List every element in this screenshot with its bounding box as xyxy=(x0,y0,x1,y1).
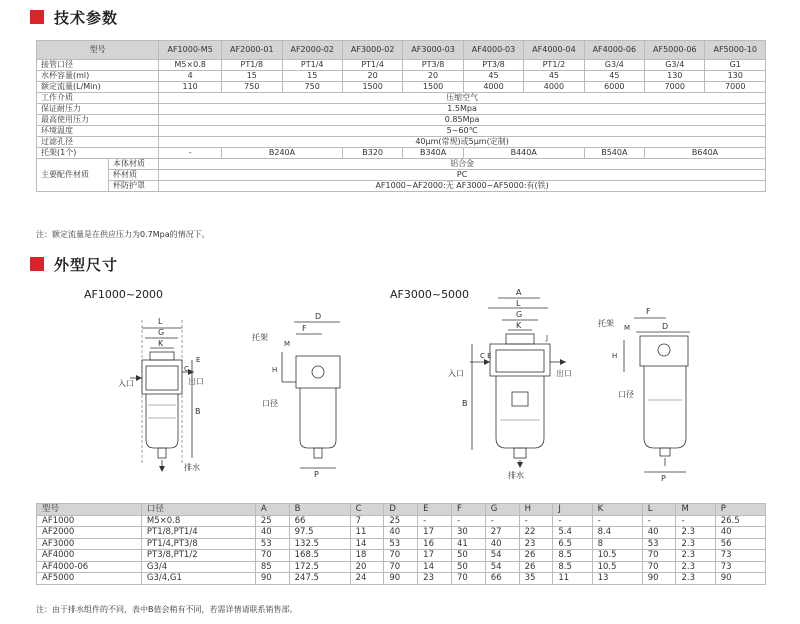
spec-cell: 130 xyxy=(645,71,705,82)
spec-cell: AF1000~AF2000:无 AF3000~AF5000:有(铁) xyxy=(159,181,766,192)
outlet-label: 出口 xyxy=(188,377,204,386)
spec-cell: 5~60℃ xyxy=(159,126,766,137)
svg-text:L: L xyxy=(158,317,163,326)
section-header-dimensions xyxy=(30,253,118,275)
dim-cell: 247.5 xyxy=(289,573,350,585)
bracket-label: 托架 xyxy=(598,319,614,328)
dim-header-cell: J xyxy=(553,504,592,516)
inlet-label: 入口 xyxy=(118,379,134,388)
dim-cell: AF3000 xyxy=(37,538,142,550)
model-header-cell: AF5000-10 xyxy=(705,41,766,60)
spec-row xyxy=(37,93,766,104)
spec-cell: B540A xyxy=(584,148,644,159)
dim-cell: 18 xyxy=(350,550,384,562)
spec-cell: M5×0.8 xyxy=(159,60,222,71)
dim-cell: AF1000 xyxy=(37,515,142,527)
spec-cell: 铝合金 xyxy=(159,159,766,170)
svg-text:M: M xyxy=(624,324,631,332)
dim-cell: 14 xyxy=(350,538,384,550)
diagram-title-large: AF3000~5000 xyxy=(390,288,470,301)
dim-cell: 17 xyxy=(418,550,452,562)
spec-row-label: 水杯容量(ml) xyxy=(37,71,159,82)
spec-table xyxy=(36,40,766,192)
dim-cell: 22 xyxy=(519,527,553,539)
dim-cell: 73 xyxy=(715,550,765,562)
dim-cell: PT1/8,PT1/4 xyxy=(141,527,255,539)
drain-label: 排水 xyxy=(508,471,524,480)
spec-cell: 45 xyxy=(584,71,644,82)
spec-row-label: 最高使用压力 xyxy=(37,115,159,126)
spec-cell: PT1/4 xyxy=(282,60,342,71)
spec-row-label: 额定流量(L/Min) xyxy=(37,82,159,93)
spec-cell: PT3/8 xyxy=(463,60,523,71)
spec-cell: 20 xyxy=(342,71,402,82)
spec-row xyxy=(37,159,766,170)
svg-text:C E: C E xyxy=(480,352,492,360)
dim-cell: 40 xyxy=(384,527,418,539)
spec-cell: 4000 xyxy=(524,82,584,93)
model-header-cell: AF3000-02 xyxy=(342,41,402,60)
spec-cell: 1500 xyxy=(342,82,402,93)
dim-cell: - xyxy=(451,515,485,527)
diagram-title-small: AF1000~2000 xyxy=(84,288,164,301)
small-filter-front-view xyxy=(130,317,201,472)
dim-header-cell: H xyxy=(519,504,553,516)
svg-text:B: B xyxy=(195,407,201,416)
svg-text:K: K xyxy=(158,339,164,348)
table-row xyxy=(37,538,766,550)
spec-row-label: 杯材质 xyxy=(108,170,158,181)
spec-row xyxy=(37,104,766,115)
table-row xyxy=(37,550,766,562)
dim-cell: 73 xyxy=(715,561,765,573)
spec-cell: PT1/8 xyxy=(222,60,282,71)
dim-header-cell: C xyxy=(350,504,384,516)
spec-cell: PT1/2 xyxy=(524,60,584,71)
svg-text:F: F xyxy=(646,307,651,316)
spec-note: 注：额定流量是在供应压力为0.7Mpa的情况下。 xyxy=(36,230,210,239)
svg-text:C: C xyxy=(184,365,189,373)
dim-cell: 11 xyxy=(553,573,592,585)
dim-cell: 70 xyxy=(451,573,485,585)
dim-cell: 2.3 xyxy=(676,561,715,573)
spec-cell: B320 xyxy=(342,148,402,159)
dim-cell: 13 xyxy=(592,573,642,585)
dim-cell: 10.5 xyxy=(592,561,642,573)
dim-cell: 26 xyxy=(519,561,553,573)
svg-text:D: D xyxy=(315,312,322,321)
dimensions-note: 注：由于排水组件的不同，表中B值会稍有不同，若需详情请联系销售部。 xyxy=(36,605,298,614)
spec-row-label: 接管口径 xyxy=(37,60,159,71)
dim-cell: 23 xyxy=(418,573,452,585)
spec-row-label: 环境温度 xyxy=(37,126,159,137)
dim-cell: 85 xyxy=(255,561,289,573)
dim-cell: 54 xyxy=(485,561,519,573)
spec-cell: 0.85Mpa xyxy=(159,115,766,126)
dim-header-cell: L xyxy=(642,504,676,516)
dim-cell: 5.4 xyxy=(553,527,592,539)
table-row xyxy=(37,573,766,585)
outlet-label: 出口 xyxy=(556,369,572,378)
spec-cell: 6000 xyxy=(584,82,644,93)
svg-text:L: L xyxy=(516,299,521,308)
dim-header-cell: A xyxy=(255,504,289,516)
dim-cell: 2.3 xyxy=(676,550,715,562)
section-header-specs xyxy=(30,6,118,28)
dim-cell: - xyxy=(519,515,553,527)
dim-cell: - xyxy=(553,515,592,527)
spec-cell: 4000 xyxy=(463,82,523,93)
dim-cell: 40 xyxy=(255,527,289,539)
spec-cell: 750 xyxy=(282,82,342,93)
dim-cell: 53 xyxy=(642,538,676,550)
dim-header-cell: 口径 xyxy=(141,504,255,516)
dim-cell: 172.5 xyxy=(289,561,350,573)
spec-cell: G1 xyxy=(705,60,766,71)
dim-cell: 27 xyxy=(485,527,519,539)
spec-cell: 15 xyxy=(222,71,282,82)
spec-row-label: 过滤孔径 xyxy=(37,137,159,148)
dim-cell: - xyxy=(418,515,452,527)
spec-cell: 110 xyxy=(159,82,222,93)
dim-cell: 70 xyxy=(384,561,418,573)
dim-cell: 66 xyxy=(289,515,350,527)
bracket-label: 托架 xyxy=(252,333,268,342)
dim-cell: 6.5 xyxy=(553,538,592,550)
dim-cell: 35 xyxy=(519,573,553,585)
dim-cell: 90 xyxy=(384,573,418,585)
section-marker-icon xyxy=(30,257,44,271)
model-header-cell: AF3000-03 xyxy=(403,41,463,60)
dim-cell: 97.5 xyxy=(289,527,350,539)
dim-cell: 54 xyxy=(485,550,519,562)
table-row xyxy=(37,561,766,573)
dim-cell: 56 xyxy=(715,538,765,550)
drain-label: 排水 xyxy=(184,463,200,472)
dim-cell: AF2000 xyxy=(37,527,142,539)
dim-header-cell: K xyxy=(592,504,642,516)
dim-cell: 132.5 xyxy=(289,538,350,550)
svg-text:K: K xyxy=(516,321,522,330)
dim-cell: 70 xyxy=(642,561,676,573)
dim-header-cell: M xyxy=(676,504,715,516)
spec-cell: PT1/4 xyxy=(342,60,402,71)
spec-row-label: 工作介质 xyxy=(37,93,159,104)
dim-cell: AF4000 xyxy=(37,550,142,562)
dim-cell: 50 xyxy=(451,561,485,573)
dim-header-cell: D xyxy=(384,504,418,516)
dim-cell: 53 xyxy=(255,538,289,550)
dim-cell: 26.5 xyxy=(715,515,765,527)
port-label: 口径 xyxy=(618,390,634,399)
spec-cell: 1.5Mpa xyxy=(159,104,766,115)
dim-cell: 2.3 xyxy=(676,527,715,539)
dimensions-table xyxy=(36,503,766,585)
spec-cell: B240A xyxy=(222,148,343,159)
svg-text:P: P xyxy=(661,474,666,483)
dim-header-cell: 型号 xyxy=(37,504,142,516)
spec-cell: - xyxy=(159,148,222,159)
spec-cell: B440A xyxy=(463,148,584,159)
dim-cell: 24 xyxy=(350,573,384,585)
model-header-cell: AF2000-02 xyxy=(282,41,342,60)
dim-cell: G3/4 xyxy=(141,561,255,573)
dim-cell: 25 xyxy=(384,515,418,527)
dim-cell: 90 xyxy=(255,573,289,585)
spec-cell: 20 xyxy=(403,71,463,82)
model-header-cell: AF1000-M5 xyxy=(159,41,222,60)
spec-row xyxy=(37,170,766,181)
spec-row-label: 本体材质 xyxy=(108,159,158,170)
dim-cell: 90 xyxy=(642,573,676,585)
spec-cell: 1500 xyxy=(403,82,463,93)
dim-cell: 16 xyxy=(418,538,452,550)
spec-cell: PT3/8 xyxy=(403,60,463,71)
spec-row xyxy=(37,137,766,148)
dim-cell: 20 xyxy=(350,561,384,573)
svg-text:G: G xyxy=(516,310,523,319)
svg-text:M: M xyxy=(284,340,291,348)
dim-cell: - xyxy=(592,515,642,527)
dim-cell: - xyxy=(485,515,519,527)
svg-text:J: J xyxy=(546,334,549,342)
spec-cell: 4 xyxy=(159,71,222,82)
table-row xyxy=(37,515,766,527)
spec-row xyxy=(37,126,766,137)
spec-row xyxy=(37,82,766,93)
inlet-label: 入口 xyxy=(448,369,464,378)
svg-text:E: E xyxy=(196,356,201,364)
spec-cell: 45 xyxy=(524,71,584,82)
dim-header-cell: G xyxy=(485,504,519,516)
dim-cell: 8.5 xyxy=(553,550,592,562)
dim-cell: 7 xyxy=(350,515,384,527)
svg-text:H: H xyxy=(612,352,618,360)
dim-cell: 70 xyxy=(642,550,676,562)
spec-cell: G3/4 xyxy=(645,60,705,71)
spec-row xyxy=(37,71,766,82)
dim-cell: 40 xyxy=(715,527,765,539)
spec-cell: B340A xyxy=(403,148,463,159)
spec-cell: PC xyxy=(159,170,766,181)
spec-cell: 130 xyxy=(705,71,766,82)
svg-text:A: A xyxy=(516,288,522,297)
dim-cell: 30 xyxy=(451,527,485,539)
svg-text:B: B xyxy=(462,399,468,408)
section-marker-icon xyxy=(30,10,44,24)
dim-header-cell: E xyxy=(418,504,452,516)
dim-cell: 2.3 xyxy=(676,573,715,585)
spec-cell: 15 xyxy=(282,71,342,82)
dim-cell: 8.4 xyxy=(592,527,642,539)
spec-cell: 7000 xyxy=(645,82,705,93)
dim-cell: AF5000 xyxy=(37,573,142,585)
dim-cell: 8.5 xyxy=(553,561,592,573)
model-header-cell: AF2000-01 xyxy=(222,41,282,60)
svg-text:F: F xyxy=(302,324,307,333)
spec-cell: 7000 xyxy=(705,82,766,93)
small-filter-side-view xyxy=(272,312,340,479)
model-header-cell: AF4000-04 xyxy=(524,41,584,60)
large-filter-front-view xyxy=(462,288,566,468)
section-title: 技术参数 xyxy=(54,8,119,27)
dim-header-cell: F xyxy=(451,504,485,516)
dim-cell: 50 xyxy=(451,550,485,562)
model-header-cell: AF4000-03 xyxy=(463,41,523,60)
port-label: 口径 xyxy=(262,399,278,408)
svg-text:P: P xyxy=(314,470,319,479)
spec-cell: 40μm(常规)或5μm(定制) xyxy=(159,137,766,148)
spec-row xyxy=(37,148,766,159)
dim-cell: 70 xyxy=(384,550,418,562)
dim-cell: PT3/8,PT1/2 xyxy=(141,550,255,562)
spec-row xyxy=(37,115,766,126)
dim-cell: 41 xyxy=(451,538,485,550)
dim-cell: - xyxy=(676,515,715,527)
dim-cell: 66 xyxy=(485,573,519,585)
spec-row xyxy=(37,181,766,192)
svg-text:D: D xyxy=(662,322,669,331)
dim-cell: 70 xyxy=(255,550,289,562)
spec-group-label: 主要配件材质 xyxy=(37,159,109,192)
spec-cell: G3/4 xyxy=(584,60,644,71)
model-header-cell: AF4000-06 xyxy=(584,41,644,60)
dim-cell: 11 xyxy=(350,527,384,539)
spec-cell: 45 xyxy=(463,71,523,82)
dim-cell: 23 xyxy=(519,538,553,550)
spec-cell: B640A xyxy=(645,148,766,159)
dim-header-cell: P xyxy=(715,504,765,516)
dim-cell: - xyxy=(642,515,676,527)
dim-cell: 8 xyxy=(592,538,642,550)
dim-cell: 40 xyxy=(642,527,676,539)
dim-cell: 17 xyxy=(418,527,452,539)
dim-cell: AF4000-06 xyxy=(37,561,142,573)
spec-row-label: 托架(1个) xyxy=(37,148,159,159)
spec-cell: 压缩空气 xyxy=(159,93,766,104)
dim-cell: 168.5 xyxy=(289,550,350,562)
dim-cell: 10.5 xyxy=(592,550,642,562)
dim-cell: 40 xyxy=(485,538,519,550)
dim-cell: 25 xyxy=(255,515,289,527)
dim-cell: PT1/4,PT3/8 xyxy=(141,538,255,550)
dim-cell: G3/4,G1 xyxy=(141,573,255,585)
spec-cell: 750 xyxy=(222,82,282,93)
dim-cell: 53 xyxy=(384,538,418,550)
spec-row-label: 杯防护罩 xyxy=(108,181,158,192)
spec-header-label: 型号 xyxy=(37,41,159,60)
dim-cell: 26 xyxy=(519,550,553,562)
spec-row-label: 保证耐压力 xyxy=(37,104,159,115)
section-title: 外型尺寸 xyxy=(54,255,119,274)
svg-text:G: G xyxy=(158,328,165,337)
dim-cell: 2.3 xyxy=(676,538,715,550)
spec-row xyxy=(37,60,766,71)
table-row xyxy=(37,527,766,539)
dim-cell: 90 xyxy=(715,573,765,585)
dim-cell: 14 xyxy=(418,561,452,573)
model-header-cell: AF5000-06 xyxy=(645,41,705,60)
svg-text:H: H xyxy=(272,366,278,374)
dim-cell: M5×0.8 xyxy=(141,515,255,527)
dim-header-cell: B xyxy=(289,504,350,516)
